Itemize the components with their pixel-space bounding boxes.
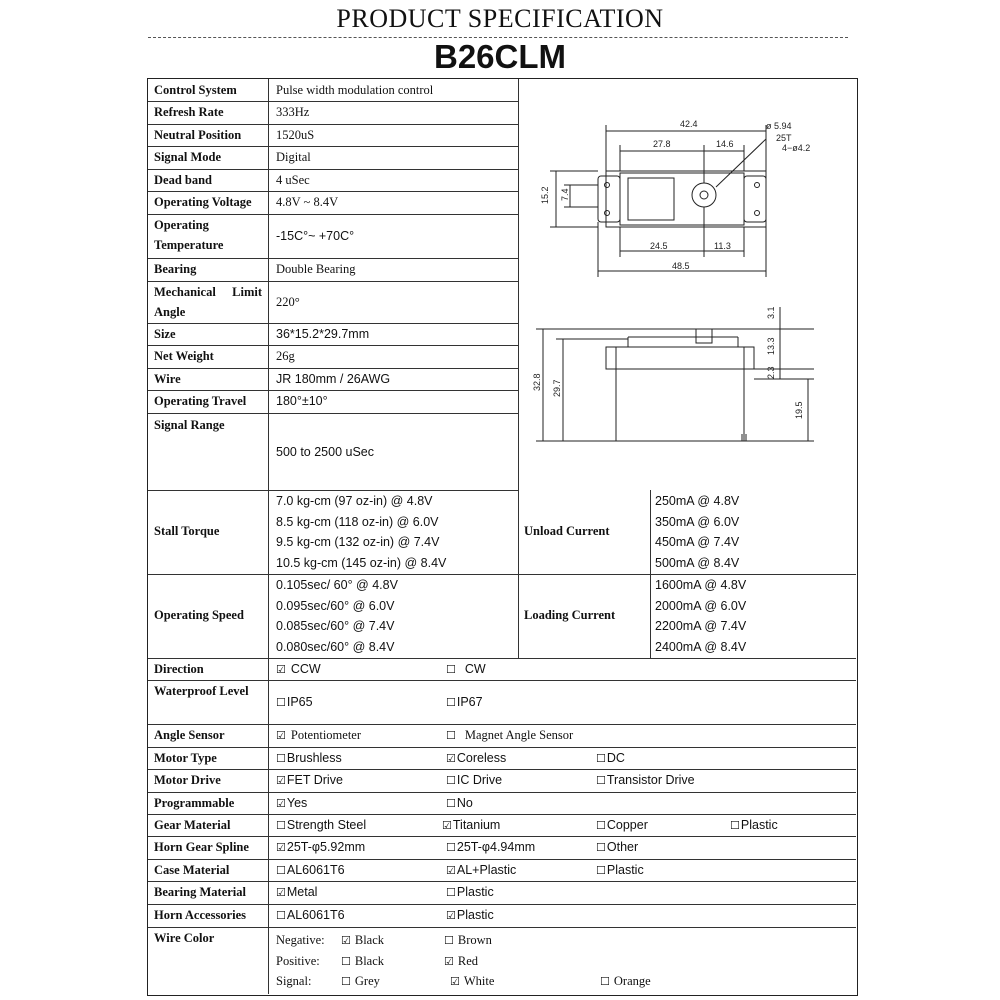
column-divider (268, 904, 269, 927)
spec-label: Signal Range (154, 418, 225, 432)
unchecked-box-icon: ☐ (446, 663, 456, 676)
dim-total-height: 32.8 (532, 373, 542, 391)
column-divider (518, 490, 519, 574)
option-text: Copper (606, 818, 648, 832)
spec-label: Bearing (154, 262, 197, 276)
option-label: Motor Drive (154, 773, 221, 787)
unchecked-box-icon: ☐ (276, 819, 286, 832)
unchecked-box-icon: ☐ (596, 841, 606, 854)
dim-mount-holes: 4−ø4.2 (782, 143, 811, 153)
option-checkbox[interactable] (276, 770, 343, 791)
perf-value: 2000mA @ 6.0V (655, 598, 747, 613)
unchecked-box-icon: ☐ (276, 864, 286, 877)
option-checkbox[interactable] (446, 793, 473, 814)
spec-label: Dead band (154, 173, 213, 187)
option-text: 25T-φ5.92mm (286, 840, 366, 854)
option-text: No (456, 796, 473, 810)
option-checkbox[interactable] (276, 692, 313, 713)
wire-color-checkbox[interactable] (444, 930, 492, 951)
perf-value: 10.5 kg-cm (145 oz-in) @ 8.4V (276, 555, 447, 570)
perf-label: Operating Speed (154, 608, 244, 622)
checked-box-icon: ☑ (450, 975, 460, 988)
unchecked-box-icon: ☐ (596, 774, 606, 787)
checked-box-icon: ☑ (446, 864, 456, 877)
perf-label: Loading Current (524, 608, 616, 622)
unchecked-box-icon: ☐ (596, 752, 606, 765)
perf-value: 450mA @ 7.4V (655, 535, 740, 549)
option-label: Programmable (154, 796, 235, 810)
dim-horn-height: 3.1 (766, 306, 776, 319)
unchecked-box-icon: ☐ (276, 752, 286, 765)
column-divider (268, 836, 269, 859)
option-checkbox[interactable] (446, 725, 573, 746)
unchecked-box-icon: ☐ (276, 909, 286, 922)
checked-box-icon: ☑ (442, 819, 452, 832)
column-divider (650, 490, 651, 574)
wire-color-text: Black (354, 953, 385, 968)
option-text: CW (464, 662, 486, 676)
drawing-svg (518, 79, 855, 489)
spec-value: -15C°~ +70C° (276, 229, 355, 243)
option-checkbox[interactable] (446, 692, 483, 713)
wire-color-text: Grey (354, 974, 380, 988)
spec-label: Operating Temperature (154, 218, 224, 252)
column-divider (268, 574, 269, 658)
option-label: Angle Sensor (154, 728, 225, 742)
wire-row-name: Negative: (276, 933, 325, 947)
column-divider (268, 79, 269, 490)
perf-value: 0.080sec/60° @ 8.4V (276, 639, 395, 654)
wire-color-text: Brown (457, 933, 492, 947)
checked-box-icon: ☑ (276, 797, 286, 810)
option-checkbox[interactable] (446, 748, 506, 769)
option-checkbox[interactable] (596, 815, 648, 836)
column-divider (268, 814, 269, 836)
checked-box-icon: ☑ (341, 934, 351, 947)
unchecked-box-icon: ☐ (730, 819, 740, 832)
option-checkbox[interactable] (446, 837, 535, 858)
wire-color-checkbox[interactable] (444, 951, 478, 972)
option-checkbox[interactable] (276, 725, 361, 746)
perf-value: 7.0 kg-cm (97 oz-in) @ 4.8V (276, 494, 433, 508)
option-text: 25T-φ4.94mm (456, 840, 536, 854)
column-divider (268, 658, 269, 680)
perf-value: 2200mA @ 7.4V (655, 619, 747, 633)
dim-flange-thickness: 2.3 (766, 366, 776, 379)
spec-label: Control System (154, 83, 237, 97)
checked-box-icon: ☑ (446, 752, 456, 765)
column-divider (518, 574, 519, 658)
wire-row-name: Signal: (276, 974, 312, 988)
wire-row-name: Positive: (276, 953, 320, 968)
option-label: Gear Material (154, 818, 231, 832)
unchecked-box-icon: ☐ (276, 696, 286, 709)
option-checkbox[interactable] (276, 882, 317, 903)
page-title: PRODUCT SPECIFICATION (336, 4, 664, 33)
perf-label: Unload Current (524, 524, 610, 538)
option-text: AL+Plastic (456, 863, 517, 877)
option-label: Horn Gear Spline (154, 840, 249, 854)
model-name: B26CLM (433, 38, 567, 75)
option-label: Waterproof Level (154, 684, 249, 698)
column-divider (518, 79, 519, 490)
dim-flange-top: 13.3 (766, 337, 776, 355)
perf-value: 0.095sec/60° @ 6.0V (276, 598, 395, 613)
perf-value: 250mA @ 4.8V (655, 494, 740, 508)
column-divider (268, 769, 269, 792)
option-checkbox[interactable] (730, 815, 778, 836)
column-divider (268, 680, 269, 724)
dim-lower-height: 19.5 (794, 401, 804, 419)
spec-value: Pulse width modulation control (276, 83, 434, 97)
dim-case-height: 29.7 (552, 379, 562, 397)
perf-value: 8.5 kg-cm (118 oz-in) @ 6.0V (276, 514, 439, 529)
option-checkbox[interactable] (446, 659, 486, 680)
wire-color-text: Red (457, 953, 479, 968)
checked-box-icon: ☑ (276, 729, 286, 742)
spec-value: 1520uS (276, 128, 315, 142)
spec-label: Signal Mode (154, 150, 222, 164)
spec-value: Double Bearing (276, 262, 356, 276)
wire-color-checkbox[interactable] (600, 971, 651, 992)
option-label: Direction (154, 662, 204, 676)
option-checkbox[interactable] (276, 748, 342, 769)
option-text: IP65 (286, 695, 313, 709)
option-text: Plastic (606, 863, 644, 877)
perf-value: 9.5 kg-cm (132 oz-in) @ 7.4V (276, 535, 440, 549)
dim-hole-spacing: 7.4 (560, 188, 570, 201)
column-divider (268, 792, 269, 814)
spec-value: 500 to 2500 uSec (276, 444, 374, 459)
wire-color-checkbox[interactable] (341, 951, 384, 972)
spec-label: Operating Travel (154, 394, 247, 408)
option-text: IP67 (456, 695, 483, 709)
dim-horn-offset: 27.8 (653, 139, 671, 149)
perf-value: 500mA @ 8.4V (655, 555, 740, 570)
spec-value: 220° (276, 295, 300, 309)
option-checkbox[interactable] (446, 882, 494, 903)
option-checkbox[interactable] (446, 860, 516, 881)
perf-value: 1600mA @ 4.8V (655, 578, 747, 592)
option-text: Titanium (452, 818, 501, 832)
option-checkbox[interactable] (446, 770, 502, 791)
option-checkbox[interactable] (446, 905, 494, 926)
option-text: IC Drive (456, 773, 503, 787)
dim-bottom-left: 24.5 (650, 241, 668, 251)
option-text: AL6061T6 (286, 908, 345, 922)
spec-label: Neutral Position (154, 128, 242, 142)
dim-spline: 25T (776, 133, 792, 143)
spec-label: Mechanical Limit Angle (154, 285, 262, 319)
dim-horn-diameter: ø 5.94 (766, 121, 792, 131)
option-text: Magnet Angle Sensor (464, 728, 574, 742)
wire-color-text: Black (354, 933, 385, 947)
spec-value: 36*15.2*29.7mm (276, 327, 370, 341)
option-checkbox[interactable] (596, 748, 625, 769)
checked-box-icon: ☑ (276, 841, 286, 854)
dimension-drawing (518, 79, 855, 489)
column-divider (268, 859, 269, 881)
perf-value: 350mA @ 6.0V (655, 514, 740, 529)
column-divider (268, 724, 269, 747)
option-label: Case Material (154, 863, 230, 877)
spec-value: 333Hz (276, 105, 310, 119)
option-checkbox[interactable] (276, 815, 366, 836)
option-checkbox[interactable] (276, 793, 307, 814)
option-text: Plastic (456, 908, 494, 922)
unchecked-box-icon: ☐ (446, 886, 456, 899)
wire-color-text: Orange (613, 974, 651, 988)
option-checkbox[interactable] (276, 860, 345, 881)
checked-box-icon: ☑ (276, 886, 286, 899)
checked-box-icon: ☑ (276, 663, 286, 676)
spec-value: Digital (276, 150, 311, 164)
unchecked-box-icon: ☐ (341, 975, 351, 988)
option-text: Potentiometer (290, 728, 361, 742)
unchecked-box-icon: ☐ (596, 864, 606, 877)
option-checkbox[interactable] (596, 837, 638, 858)
perf-value: 2400mA @ 8.4V (655, 639, 747, 654)
option-text: Brushless (286, 751, 342, 765)
spec-value: 26g (276, 349, 295, 363)
unchecked-box-icon: ☐ (446, 696, 456, 709)
unchecked-box-icon: ☐ (600, 975, 610, 988)
wire-color-checkbox[interactable] (341, 971, 380, 992)
unchecked-box-icon: ☐ (446, 841, 456, 854)
column-divider (268, 881, 269, 904)
perf-value: 0.085sec/60° @ 7.4V (276, 619, 395, 633)
unchecked-box-icon: ☐ (446, 774, 456, 787)
wire-color-text: White (463, 974, 495, 988)
unchecked-box-icon: ☐ (446, 797, 456, 810)
perf-value: 0.105sec/ 60° @ 4.8V (276, 578, 398, 592)
option-text: Other (606, 840, 639, 854)
option-text: Transistor Drive (606, 773, 695, 787)
spec-label: Net Weight (154, 349, 214, 363)
option-text: Coreless (456, 751, 507, 765)
unchecked-box-icon: ☐ (446, 729, 456, 742)
spec-label: Wire (154, 372, 181, 386)
option-text: DC (606, 751, 625, 765)
wire-color-label: Wire Color (154, 931, 215, 945)
perf-label: Stall Torque (154, 524, 220, 538)
option-checkbox[interactable] (596, 770, 695, 791)
spec-value: JR 180mm / 26AWG (276, 372, 391, 386)
dim-depth: 15.2 (540, 186, 550, 204)
checked-box-icon: ☑ (446, 909, 456, 922)
dim-bottom-right: 11.3 (714, 241, 731, 251)
option-label: Horn Accessories (154, 908, 246, 922)
column-divider (268, 747, 269, 769)
option-text: Plastic (740, 818, 778, 832)
option-checkbox[interactable] (276, 659, 321, 680)
unchecked-box-icon: ☐ (341, 954, 351, 968)
checked-box-icon: ☑ (276, 774, 286, 787)
option-checkbox[interactable] (276, 905, 345, 926)
spec-value: 4 uSec (276, 173, 310, 187)
option-text: CCW (290, 662, 321, 676)
option-label: Motor Type (154, 751, 217, 765)
option-text: AL6061T6 (286, 863, 345, 877)
option-text: Plastic (456, 885, 494, 899)
option-text: Strength Steel (286, 818, 367, 832)
option-checkbox[interactable] (442, 815, 500, 836)
dim-horn-right: 14.6 (716, 139, 734, 149)
spec-value: 180°±10° (276, 394, 328, 408)
option-checkbox[interactable] (276, 837, 365, 858)
spec-label: Size (154, 327, 176, 341)
option-text: Yes (286, 796, 308, 810)
unchecked-box-icon: ☐ (596, 819, 606, 832)
column-divider (650, 574, 651, 658)
spec-value: 4.8V ~ 8.4V (276, 195, 339, 209)
option-text: FET Drive (286, 773, 343, 787)
spec-label: Operating Voltage (154, 195, 252, 209)
column-divider (268, 927, 269, 994)
dim-top-width: 42.4 (680, 119, 698, 129)
checked-box-icon: ☑ (444, 954, 454, 968)
option-text: Metal (286, 885, 318, 899)
wire-color-checkbox[interactable] (341, 930, 384, 951)
spec-label: Refresh Rate (154, 105, 224, 119)
dim-total-length: 48.5 (672, 261, 690, 271)
option-checkbox[interactable] (596, 860, 644, 881)
wire-color-checkbox[interactable] (450, 971, 494, 992)
dimension-labels (532, 119, 810, 419)
option-label: Bearing Material (154, 885, 246, 899)
column-divider (268, 490, 269, 574)
unchecked-box-icon: ☐ (444, 934, 454, 947)
